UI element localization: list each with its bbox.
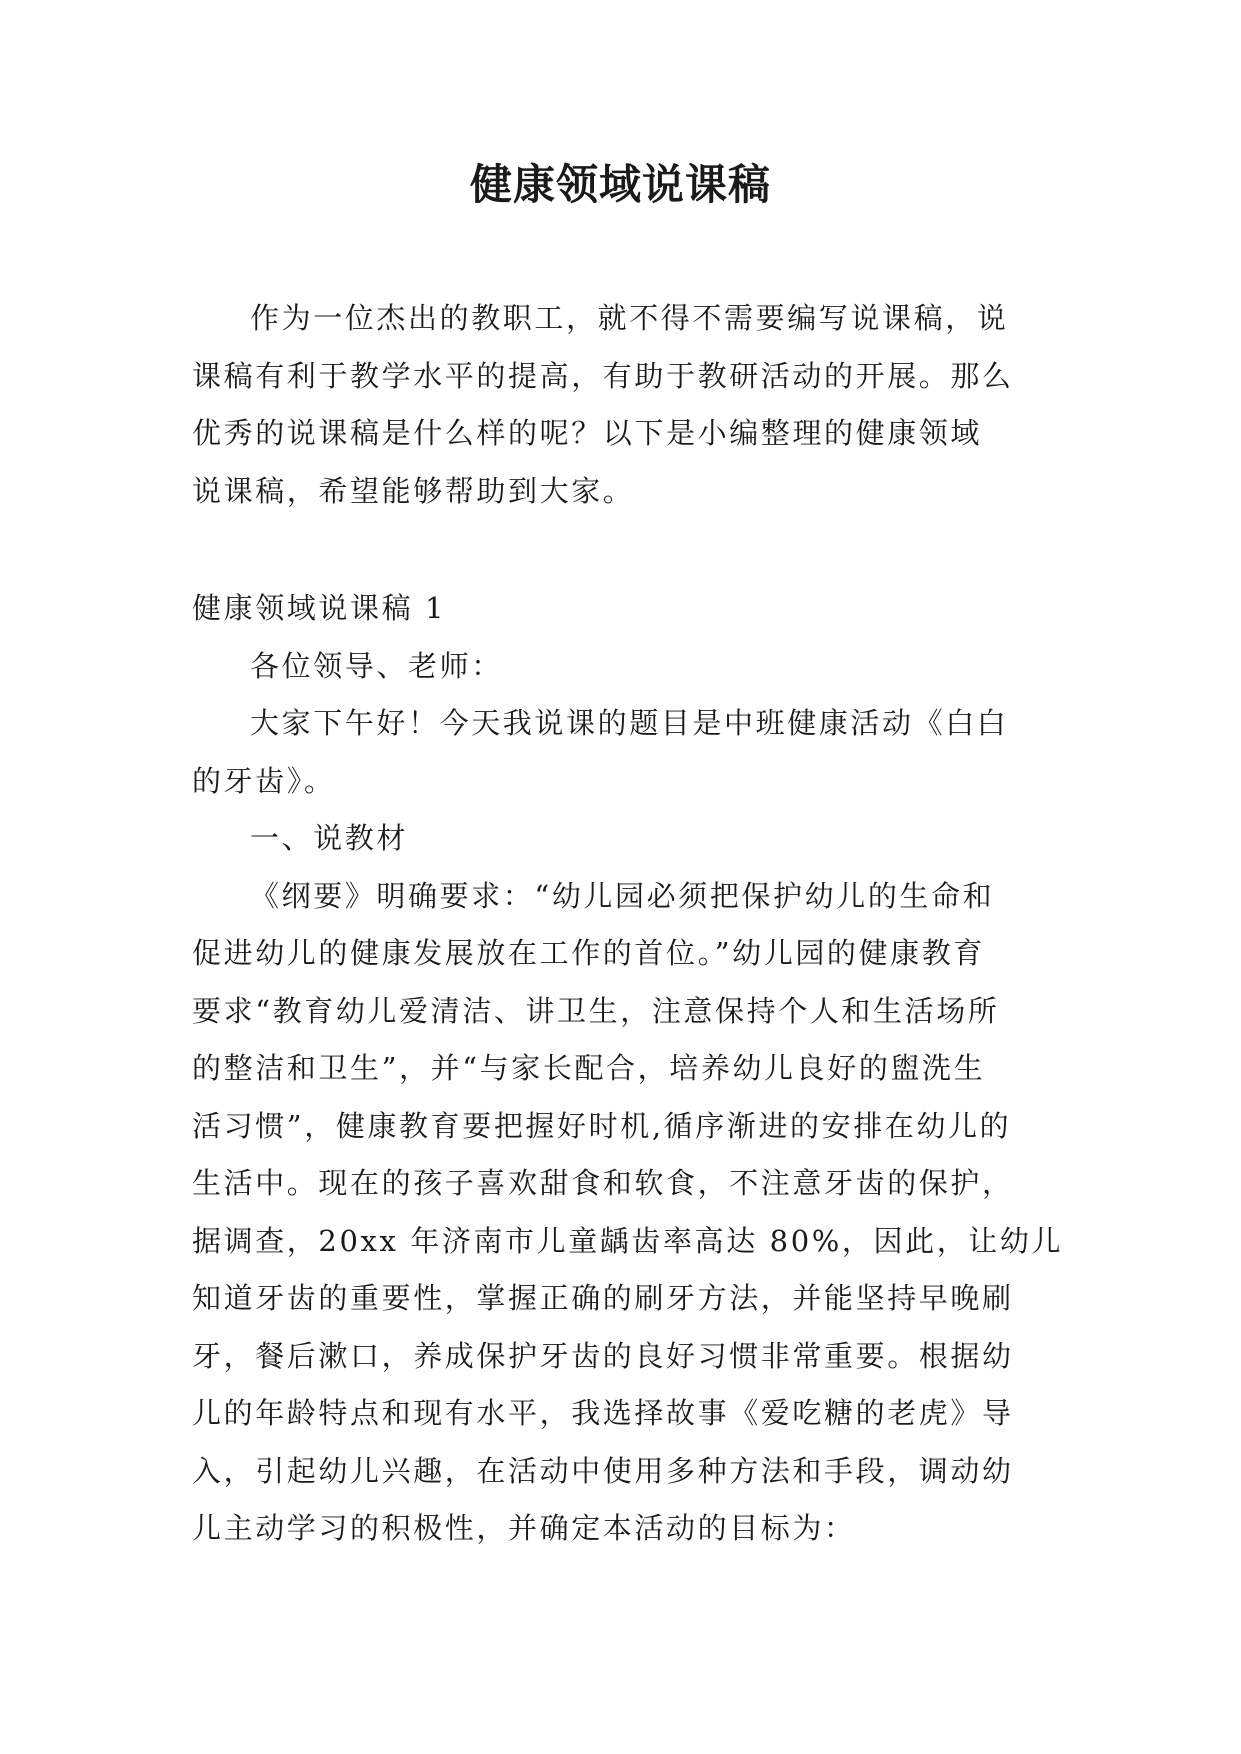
- opening-line: 的牙齿》。: [192, 763, 336, 798]
- main-line: 促进幼儿的健康发展放在工作的首位。”幼儿园的健康教育: [192, 936, 985, 970]
- main-line: 《纲要》明确要求：“幼儿园必须把保护幼儿的生命和: [250, 878, 995, 913]
- document-title: 健康领域说课稿: [469, 160, 771, 209]
- main-line: 的整洁和卫生”，并“与家长配合，培养幼儿良好的盥洗生: [192, 1051, 986, 1085]
- greeting-text: 各位领导、老师：: [250, 648, 503, 683]
- document-body: [192, 580, 1064, 1558]
- intro-paragraph: [192, 290, 1056, 520]
- part-heading-text: 一、说教材: [250, 821, 409, 855]
- section-heading-text: 健康领域说课稿 1: [192, 591, 447, 625]
- greeting: [192, 638, 1056, 696]
- main-paragraph: [192, 868, 1064, 1558]
- section-heading: [192, 580, 1056, 638]
- opening-line: 大家下午好！今天我说课的题目是中班健康活动《白白: [250, 706, 1009, 740]
- intro-line: 作为一位杰出的教职工，就不得不需要编写说课稿，说: [250, 301, 1009, 335]
- intro-text: [192, 290, 1056, 520]
- main-line: 儿的年龄特点和现有水平，我选择故事《爱吃糖的老虎》导: [192, 1396, 1014, 1430]
- intro-line: 课稿有利于教学水平的提高，有助于教研活动的开展。那么: [192, 358, 1014, 393]
- intro-line: 优秀的说课稿是什么样的呢？以下是小编整理的健康领域: [192, 416, 983, 450]
- main-line: 活习惯”，健康教育要把握好时机,循序渐进的安排在幼儿的: [192, 1108, 1012, 1143]
- part-heading: [192, 810, 1056, 868]
- main-line: 入，引起幼儿兴趣，在活动中使用多种方法和手段，调动幼: [192, 1453, 1014, 1488]
- main-line: 牙，餐后漱口，养成保护牙齿的良好习惯非常重要。根据幼: [192, 1338, 1014, 1373]
- main-line: 要求“教育幼儿爱清洁、讲卫生，注意保持个人和生活场所: [192, 993, 1000, 1028]
- intro-line: 说课稿，希望能够帮助到大家。: [192, 473, 635, 508]
- opening-paragraph: [192, 695, 1056, 810]
- main-line: 知道牙齿的重要性，掌握正确的刷牙方法，并能坚持早晚刷: [192, 1281, 1014, 1315]
- main-line: 生活中。现在的孩子喜欢甜食和软食，不注意牙齿的保护，: [192, 1166, 1014, 1200]
- main-line: 据调查，20xx 年济南市儿童龋齿率高达 80%，因此，让幼儿: [192, 1223, 1064, 1258]
- main-line: 儿主动学习的积极性，并确定本活动的目标为：: [192, 1511, 856, 1545]
